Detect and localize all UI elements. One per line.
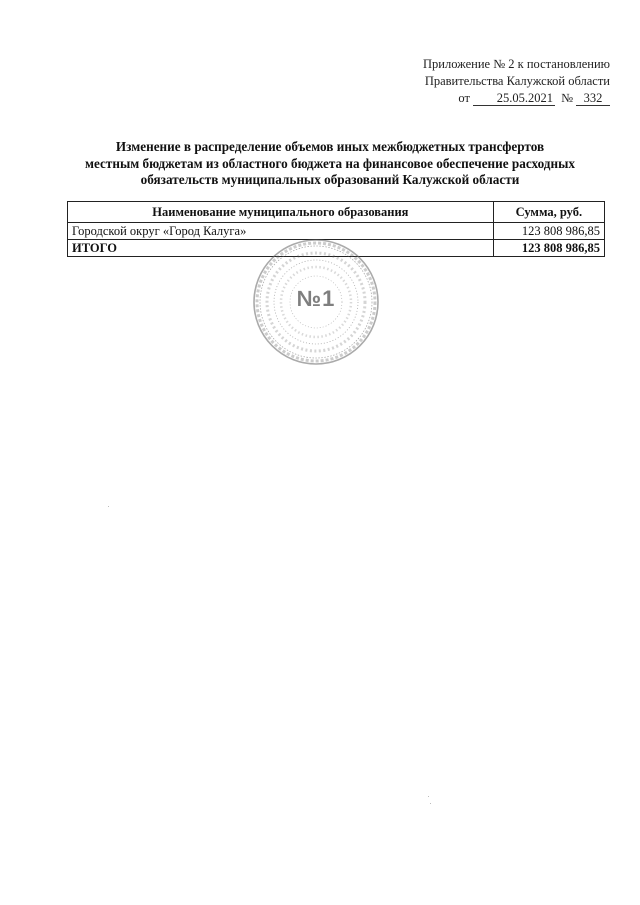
title-line-1: Изменение в распределение объемов иных межбюджетных трансфертов	[115, 139, 545, 154]
document-number: 332	[576, 91, 610, 106]
total-label: ИТОГО	[68, 240, 494, 257]
appendix-title: Приложение № 2 к постановлению	[423, 57, 610, 71]
scan-speck	[430, 803, 431, 804]
municipality-name: Городской округ «Город Калуга»	[68, 223, 494, 240]
seal-number: №1	[296, 286, 336, 311]
municipality-sum: 123 808 986,85	[493, 223, 604, 240]
date-prefix: от	[458, 91, 470, 105]
scan-speck	[428, 796, 429, 797]
number-prefix: №	[561, 91, 573, 105]
official-seal	[246, 236, 386, 376]
document-title	[60, 139, 600, 189]
total-sum: 123 808 986,85	[493, 240, 604, 257]
scan-speck	[108, 506, 109, 507]
title-line-3: обязательств муниципальных образований Калужской области	[140, 172, 520, 187]
document-header	[360, 56, 610, 107]
column-header-sum: Сумма, руб.	[493, 202, 604, 223]
document-date: 25.05.2021	[473, 91, 555, 106]
date-number-line	[360, 90, 610, 107]
government-name: Правительства Калужской области	[424, 74, 610, 88]
title-line-2: местным бюджетам из областного бюджета на финансовое обеспечение расходных	[85, 155, 575, 171]
column-header-name: Наименование муниципального образования	[68, 202, 494, 223]
table-header-row	[68, 202, 605, 223]
